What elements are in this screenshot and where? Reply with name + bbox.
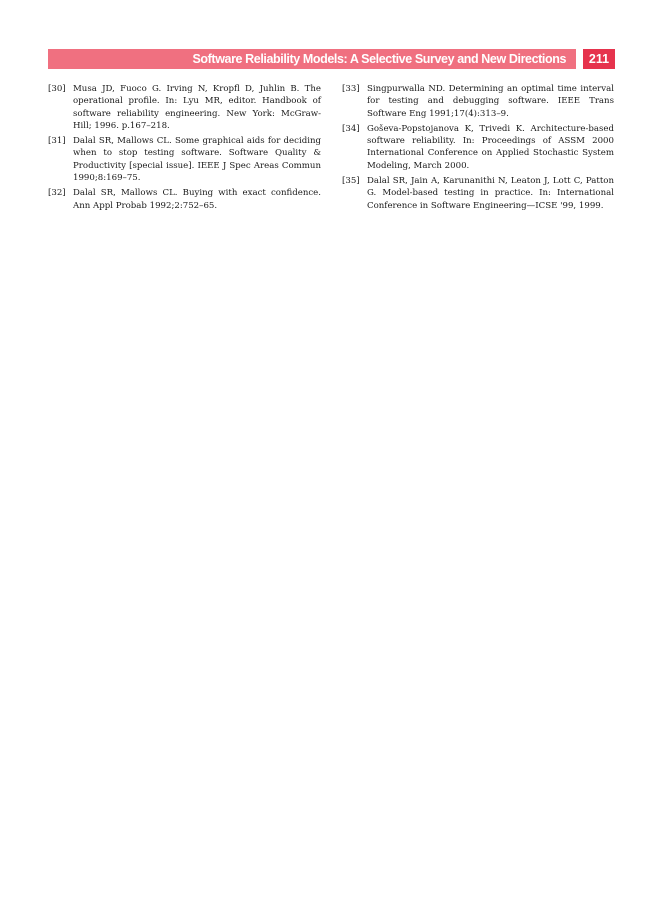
running-header-title: Software Reliability Models: A Selective Survey and New Directions xyxy=(192,52,566,66)
references-left-column xyxy=(48,83,321,215)
reference-number: [32] xyxy=(48,188,66,199)
reference-text: Dalal SR, Mallows CL. Buying with exact confidence. Ann Appl Probab 1992;2:752–65. xyxy=(73,188,321,211)
reference-number: [34] xyxy=(342,123,360,134)
running-header-bar xyxy=(48,49,576,69)
reference-item xyxy=(342,83,614,120)
reference-item xyxy=(342,123,614,172)
reference-number: [33] xyxy=(342,84,360,94)
reference-text: Singpurwalla ND. Determining an optimal time interval for testing and debugging software. IEEE Trans Software Eng 1991;17(4):313–9. xyxy=(367,84,614,119)
references-right-column xyxy=(342,83,614,215)
reference-text: Dalal SR, Mallows CL. Some graphical aids for deciding when to stop testing software. Software Quality & Productivity [special issue]. IEEE J Spec Areas Commun 1990;8:169–75. xyxy=(73,136,321,184)
reference-text: Musa JD, Fuoco G. Irving N, Kropfl D, Juhlin B. The operational profile. In: Lyu MR, editor. Handbook of software reliability engineering. New York: McGraw-Hill; 1996. p.167–218. xyxy=(73,84,321,131)
reference-item xyxy=(48,135,321,184)
reference-text: Goševa-Popstojanova K, Trivedi K. Architecture-based software reliability. In: Proceedings of ASSM 2000 International Conference on Applied Stochastic System Modeling, March 2000. xyxy=(367,123,614,171)
reference-text: Dalal SR, Jain A, Karunanithi N, Leaton J, Lott C, Patton G. Model-based testing in practice. In: International Conference in Software Engineering—ICSE '99, 1999. xyxy=(367,176,614,211)
reference-number: [35] xyxy=(342,176,360,187)
reference-item xyxy=(48,83,321,132)
reference-item xyxy=(342,175,614,212)
page-number: 211 xyxy=(583,49,615,69)
reference-number: [30] xyxy=(48,84,66,94)
reference-number: [31] xyxy=(48,136,66,147)
reference-item xyxy=(48,187,321,212)
